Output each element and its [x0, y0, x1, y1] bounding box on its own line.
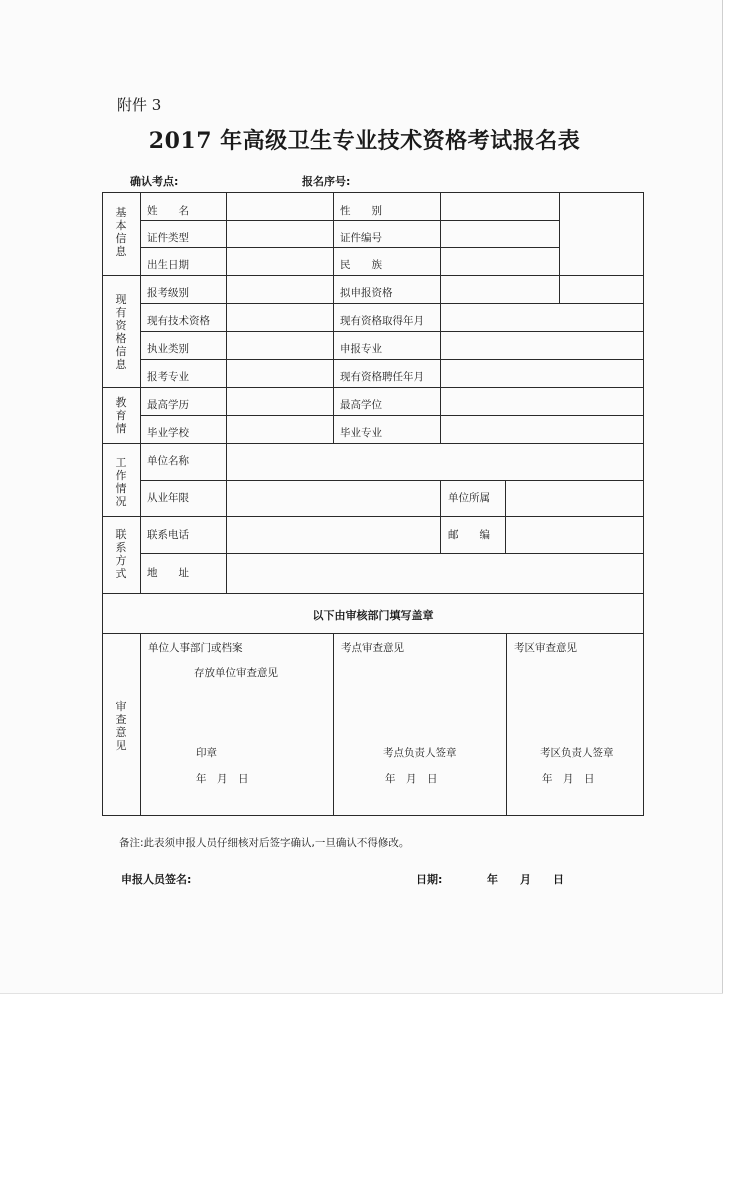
unit-date-line: 年 月 日: [196, 773, 249, 785]
field-label-employer-location: 单位所属: [448, 492, 490, 504]
date-fill-line: 年 月 日: [487, 873, 564, 886]
site-date-line: 年 月 日: [385, 773, 438, 785]
remark-note: 备注:此表须申报人员仔细核对后签字确认,一旦确认不得修改。: [119, 837, 410, 849]
applicant-sign-label: 申报人员签名:: [121, 873, 192, 886]
district-opinion-title: 考区审查意见: [514, 642, 577, 654]
register-no-label: 报名序号:: [302, 175, 351, 188]
field-label-highest-degree-title: 最高学位: [340, 399, 382, 411]
field-label-intended-qualification: 拟申报资格: [340, 287, 393, 299]
section-work: 工作情况: [115, 456, 127, 508]
field-label-years-of-work: 从业年限: [147, 492, 189, 504]
field-label-highest-degree: 最高学历: [147, 399, 189, 411]
district-sign-label: 考区负责人签章: [540, 747, 614, 759]
section-qualification: 现有资格信息: [115, 293, 127, 371]
date-label: 日期:: [416, 873, 443, 886]
field-label-birth-date: 出生日期: [147, 259, 189, 271]
field-label-appointment-year: 现有资格聘任年月: [340, 371, 424, 383]
field-label-id-type: 证件类型: [147, 232, 189, 244]
field-label-exam-level: 报考级别: [147, 287, 189, 299]
field-label-name: 姓 名: [147, 205, 189, 217]
confirm-site-label: 确认考点:: [130, 175, 179, 188]
unit-opinion-title: 单位人事部门或档案: [148, 642, 243, 654]
field-label-postcode: 邮 编: [448, 529, 490, 541]
unit-seal-label: 印章: [196, 747, 217, 759]
field-label-exam-major: 报考专业: [147, 371, 189, 383]
field-label-id-no: 证件编号: [340, 232, 382, 244]
section-contact: 联系方式: [115, 528, 127, 580]
field-label-address: 地 址: [147, 567, 189, 579]
field-label-graduate-major: 毕业专业: [340, 427, 382, 439]
section-education: 教育情: [115, 396, 127, 435]
field-label-declared-major: 申报专业: [340, 343, 382, 355]
field-label-ethnicity: 民 族: [340, 259, 382, 271]
section-review: 审查意见: [115, 700, 127, 752]
site-opinion-title: 考点审查意见: [341, 642, 404, 654]
section-basic-info: 基本信息: [115, 206, 127, 258]
field-label-qualification-year: 现有资格取得年月: [340, 315, 424, 327]
district-date-line: 年 月 日: [542, 773, 595, 785]
field-label-current-qualification: 现有技术资格: [147, 315, 210, 327]
attachment-label: 附件 3: [117, 96, 162, 114]
site-sign-label: 考点负责人签章: [383, 747, 457, 759]
field-label-phone: 联系电话: [147, 529, 189, 541]
field-label-employer: 单位名称: [147, 455, 189, 467]
field-label-practice-type: 执业类别: [147, 343, 189, 355]
field-label-gender: 性 别: [340, 205, 382, 217]
field-label-graduate-school: 毕业学校: [147, 427, 189, 439]
unit-opinion-subtitle: 存放单位审查意见: [194, 667, 278, 679]
form-title: 2017 年高级卫生专业技术资格考试报名表: [148, 128, 581, 154]
review-banner: 以下由审核部门填写盖章: [312, 609, 434, 622]
